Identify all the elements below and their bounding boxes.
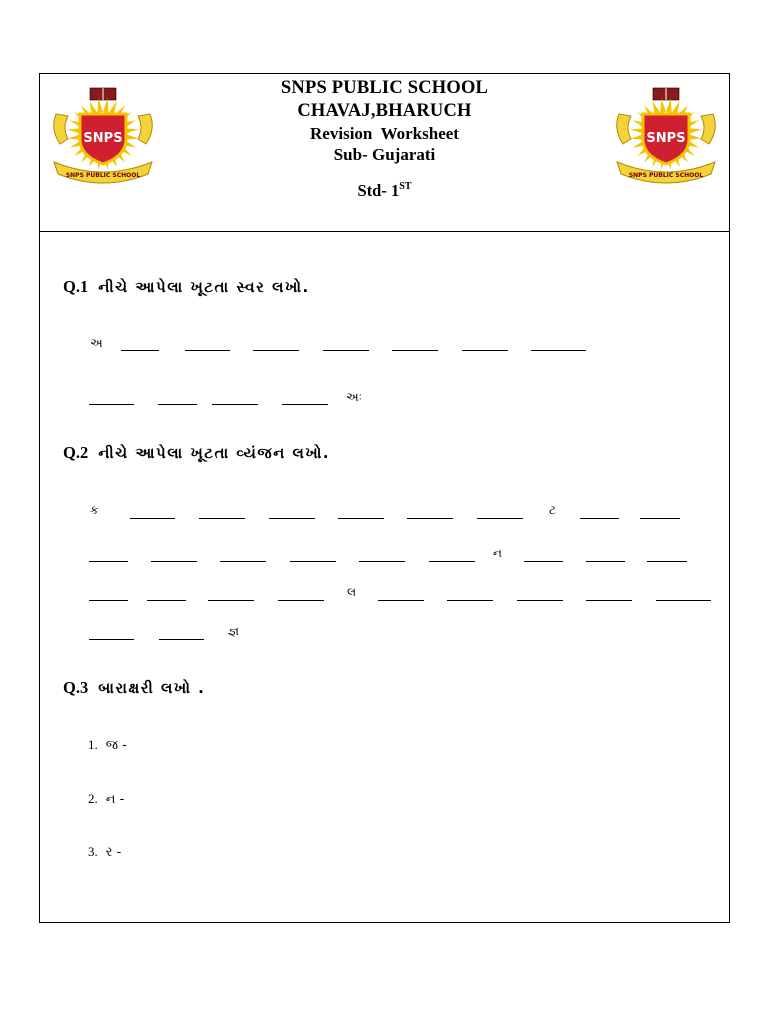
q3-item xyxy=(88,844,121,860)
question-3 xyxy=(63,678,205,698)
school-name: SNPS PUBLIC SCHOOL xyxy=(280,78,489,98)
q1-blank[interactable] xyxy=(282,404,328,405)
question-1 xyxy=(63,277,310,297)
q2-blank[interactable] xyxy=(89,639,134,640)
q2-blank[interactable] xyxy=(338,518,384,519)
q3-item-letter: ન - xyxy=(105,792,125,807)
q1-blank[interactable] xyxy=(323,350,369,351)
q2-blank[interactable] xyxy=(89,561,128,562)
question-2-number: Q.2 xyxy=(63,443,89,462)
q2-blank[interactable] xyxy=(640,518,680,519)
q2-letter: ક xyxy=(90,503,99,517)
q3-item xyxy=(88,791,124,807)
q2-blank[interactable] xyxy=(151,561,197,562)
q1-end-letter: અઃ xyxy=(346,390,363,404)
q1-blank[interactable] xyxy=(185,350,230,351)
q2-blank[interactable] xyxy=(290,561,336,562)
q2-blank[interactable] xyxy=(647,561,687,562)
q1-blank[interactable] xyxy=(121,350,159,351)
question-3-text: બારાક્ષરી લખો . xyxy=(98,679,206,697)
q2-letter: લ xyxy=(347,585,357,599)
standard-suffix: ST xyxy=(399,180,412,192)
q1-blank[interactable] xyxy=(212,404,258,405)
q1-start-letter: અ xyxy=(90,336,103,350)
q2-blank[interactable] xyxy=(586,561,625,562)
question-1-number: Q.1 xyxy=(63,277,89,296)
logo-text: SNPS xyxy=(646,131,686,146)
standard-label xyxy=(40,181,729,201)
q2-letter: ટ xyxy=(549,503,556,517)
q1-blank[interactable] xyxy=(462,350,508,351)
worksheet-header xyxy=(40,74,729,232)
standard-text: Std- 1 xyxy=(357,181,400,200)
logo-ribbon-text: SNPS PUBLIC SCHOOL xyxy=(628,172,704,179)
q2-blank[interactable] xyxy=(130,518,175,519)
logo-ribbon-text: SNPS PUBLIC SCHOOL xyxy=(65,172,141,179)
q3-item xyxy=(88,737,127,753)
q2-blank[interactable] xyxy=(159,639,204,640)
q2-blank[interactable] xyxy=(586,600,632,601)
q2-blank[interactable] xyxy=(269,518,315,519)
q2-letter: ન xyxy=(493,546,502,560)
question-3-number: Q.3 xyxy=(63,678,89,697)
q2-blank[interactable] xyxy=(147,600,186,601)
q1-blank[interactable] xyxy=(531,350,586,351)
q2-blank[interactable] xyxy=(580,518,619,519)
q2-letter: જ્ઞ xyxy=(228,624,239,638)
q2-blank[interactable] xyxy=(199,518,245,519)
school-place: CHAVAJ,BHARUCH xyxy=(297,101,472,121)
q3-item-number: 1. xyxy=(88,737,98,752)
logo-text: SNPS xyxy=(83,131,123,146)
question-1-text: નીચે આપેલા ખૂટતા સ્વર લખો. xyxy=(98,278,310,296)
worksheet-subject: Sub- Gujarati xyxy=(333,145,436,164)
q2-blank[interactable] xyxy=(656,600,711,601)
q2-blank[interactable] xyxy=(378,600,424,601)
q2-blank[interactable] xyxy=(517,600,563,601)
question-2-text: નીચે આપેલા ખૂટતા વ્યંજન લખો. xyxy=(98,444,331,462)
q1-blank[interactable] xyxy=(253,350,299,351)
q2-blank[interactable] xyxy=(208,600,254,601)
worksheet-title: Revision Worksheet xyxy=(310,124,459,143)
q2-blank[interactable] xyxy=(407,518,453,519)
q3-item-letter: જ - xyxy=(105,738,127,753)
q3-item-letter: ર - xyxy=(105,845,122,860)
q2-blank[interactable] xyxy=(220,561,266,562)
q1-blank[interactable] xyxy=(158,404,197,405)
title-block xyxy=(40,77,729,201)
q2-blank[interactable] xyxy=(524,561,563,562)
q1-blank[interactable] xyxy=(89,404,134,405)
q1-blank[interactable] xyxy=(392,350,438,351)
question-2 xyxy=(63,443,330,463)
q2-blank[interactable] xyxy=(89,600,128,601)
q2-blank[interactable] xyxy=(477,518,523,519)
q3-item-number: 2. xyxy=(88,791,98,806)
worksheet xyxy=(39,73,730,923)
q3-item-number: 3. xyxy=(88,844,98,859)
q2-blank[interactable] xyxy=(278,600,324,601)
q2-blank[interactable] xyxy=(359,561,405,562)
q2-blank[interactable] xyxy=(447,600,493,601)
q2-blank[interactable] xyxy=(429,561,475,562)
